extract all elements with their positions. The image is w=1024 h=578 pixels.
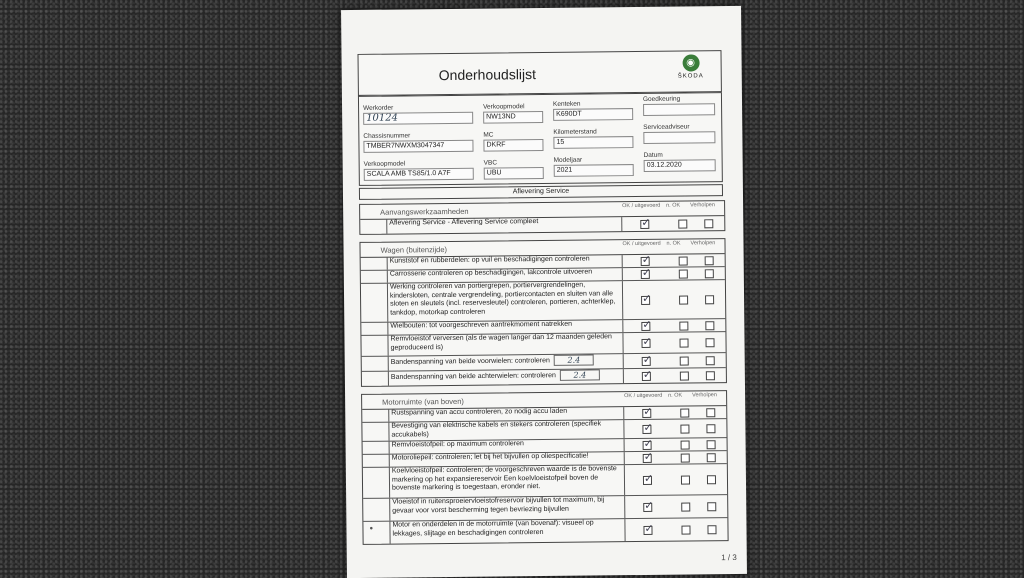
page-number: 1 / 3 [721, 552, 737, 563]
resolved-checkbox[interactable] [705, 269, 714, 278]
checklist-item-text [389, 465, 625, 497]
field-werkorder: Werkorder 10124 [363, 104, 473, 125]
checklist-item-text [387, 281, 623, 321]
skoda-logo [673, 54, 709, 79]
skoda-logo-icon: ◉ [682, 54, 699, 71]
ok-checkbox[interactable] [643, 475, 652, 484]
checklist-item-text [389, 439, 625, 453]
ok-checkbox[interactable] [641, 321, 650, 330]
item-label: Koelvloeistofpeil: controleren; de voorgeschreven waarde is de bovenste markering op het expansiereservoir Een koelvloeistofpeil boven de bovenste markering is toegestaan, eronder niet. [391, 465, 617, 492]
checklist-section [359, 238, 726, 387]
checklist-item-text [387, 255, 623, 269]
resolved-checkbox[interactable] [707, 502, 716, 511]
handwritten-pressure-value: 2.4 [554, 354, 594, 365]
ok-checkbox[interactable] [642, 408, 651, 417]
item-label: Vloeistof in ruitensproeiervloeistofreservoir bijvullen tot maximum, bij gevaar voor vorst bescherming tegen bevriezing bijvullen [392, 496, 605, 515]
item-label: Remvloeistof verversen (als de wagen langer dan 12 maanden geleden geproduceerd is) [390, 333, 612, 352]
field-kenteken: Kenteken K690DT [553, 100, 633, 121]
item-label: Rustspanning van accu controleren, zo nodig accu laden [391, 407, 568, 417]
checklist-item-text [389, 496, 625, 520]
field-chassisnummer: Chassisnummer TMBER7NWXM3047347 [363, 132, 473, 153]
item-label: Motoroliepeil: controleren; let bij het bijvullen op oliespecificatie! [391, 452, 589, 462]
field-verkoopmodel: Verkoopmodel NW13ND [483, 103, 543, 124]
section-title: Wagen (buitenzijde) [380, 245, 448, 255]
document-title: Onderhoudslijst [438, 66, 537, 84]
not-ok-checkbox[interactable] [681, 502, 690, 511]
resolved-checkbox[interactable] [705, 295, 714, 304]
field-mc: MC DKRF [483, 131, 543, 152]
not-ok-checkbox[interactable] [679, 269, 688, 278]
item-label: Bandenspanning van beide voorwielen: controleren [390, 357, 550, 366]
ok-checkbox[interactable] [643, 453, 652, 462]
checklist-row [362, 368, 726, 386]
checklist-section [361, 390, 729, 545]
item-label: Remvloeistofpeil: op maximum controleren [391, 440, 524, 449]
item-label: Aflevering Service - Aflevering Service compleet [389, 218, 539, 227]
item-label: Kunststof en rubberdelen: op vuil en beschadigingen controleren [389, 255, 590, 265]
section-title: Aanvangswerkzaamheden [380, 206, 469, 217]
resolved-checkbox[interactable] [705, 321, 714, 330]
ok-checkbox[interactable] [640, 219, 649, 228]
item-label: Wielbouten: tot voorgeschreven aantrekmoment natrekken [390, 320, 573, 330]
resolved-checkbox[interactable] [707, 440, 716, 449]
checklist-section [359, 200, 725, 235]
resolved-checkbox[interactable] [704, 219, 713, 228]
checklist-item-text [387, 333, 623, 355]
column-header: OK / uitgevoerd [622, 240, 661, 248]
checklist-row [361, 280, 725, 323]
column-header: Verholpen [692, 392, 717, 399]
field-datum: Datum 03.12.2020 [644, 151, 716, 172]
field-vbc: VBC UBU [484, 159, 544, 180]
not-ok-checkbox[interactable] [679, 295, 688, 304]
resolved-checkbox[interactable] [706, 356, 715, 365]
field-modeljaar: Modeljaar 2021 [554, 156, 634, 177]
resolved-checkbox[interactable] [706, 408, 715, 417]
checklist-item-text [388, 407, 624, 421]
ok-checkbox[interactable] [643, 525, 652, 534]
not-ok-checkbox[interactable] [680, 371, 689, 380]
column-header: OK / uitgevoerd [622, 202, 661, 210]
ok-checkbox[interactable] [641, 256, 650, 265]
column-header: n. OK [666, 240, 681, 247]
checklist-row [363, 464, 727, 499]
checklist-item-text [387, 320, 623, 334]
werkorder-value: 10124 [363, 112, 473, 125]
resolved-checkbox[interactable] [705, 338, 714, 347]
ok-checkbox[interactable] [641, 338, 650, 347]
ok-checkbox[interactable] [642, 356, 651, 365]
handwritten-pressure-value: 2.4 [560, 369, 600, 380]
ok-checkbox[interactable] [641, 295, 650, 304]
checklist-item-text [389, 519, 625, 543]
ok-checkbox[interactable] [643, 502, 652, 511]
field-serviceadviseur: Serviceadviseur [643, 123, 715, 144]
checklist-row [363, 518, 727, 544]
resolved-checkbox[interactable] [707, 525, 716, 534]
column-header: Verholpen [690, 240, 716, 247]
resolved-checkbox[interactable] [706, 371, 715, 380]
item-label: Motor en onderdelen in de motorruimte (van bovenaf): visueel op lekkages, slijtage en beschadigingen controleren [392, 519, 594, 538]
not-ok-checkbox[interactable] [680, 408, 689, 417]
row-marker-icon: ● [369, 525, 374, 532]
not-ok-checkbox[interactable] [681, 453, 690, 462]
item-label: Carrosserie controleren op beschadigingen, lakcontrole uitvoeren [389, 268, 593, 278]
logo-text: ŠKODA [677, 73, 704, 80]
checklist-row [360, 216, 724, 234]
column-header: n. OK [668, 392, 683, 399]
vehicle-info-box [358, 92, 723, 186]
not-ok-checkbox[interactable] [681, 475, 690, 484]
field-kilometerstand: Kilometerstand 15 [553, 128, 633, 149]
resolved-checkbox[interactable] [707, 475, 716, 484]
service-banner: Aflevering Service [359, 184, 723, 200]
ok-checkbox[interactable] [642, 371, 651, 380]
not-ok-checkbox[interactable] [679, 338, 688, 347]
column-header: n. OK [666, 202, 681, 209]
checklist-item-text [388, 369, 624, 385]
item-label: Bevestiging van elektrische kabels en stekers controleren (specifiek accukabels) [391, 420, 602, 439]
ok-checkbox[interactable] [643, 440, 652, 449]
resolved-checkbox[interactable] [705, 256, 714, 265]
not-ok-checkbox[interactable] [681, 525, 690, 534]
item-label: Werking controleren van portiergrepen, portiervergrendelingen, kindersloten, centrale vergrendeling, portiercontacten en sluiten van alle sloten en sleutels (incl. reservesleutel) controleren, portieren, achterklep, tankdop, motorkap controleren [389, 281, 616, 317]
not-ok-checkbox[interactable] [679, 321, 688, 330]
title-box [357, 50, 721, 96]
document-sheet [341, 6, 747, 578]
not-ok-checkbox[interactable] [680, 356, 689, 365]
field-verkoopmodel-2: Verkoopmodel SCALA AMB TS85/1.0 A7F [364, 160, 474, 181]
not-ok-checkbox[interactable] [680, 424, 689, 433]
checklist-item-text [387, 268, 623, 282]
item-label: Bandenspanning van beide achterwielen: controleren [390, 372, 556, 381]
column-header: OK / uitgevoerd [624, 392, 663, 400]
ok-checkbox[interactable] [642, 424, 651, 433]
checklist-item-text [388, 354, 624, 370]
ok-checkbox[interactable] [641, 269, 650, 278]
not-ok-checkbox[interactable] [679, 256, 688, 265]
field-goedkeuring: Goedkeuring [643, 95, 715, 116]
column-header: Verholpen [690, 202, 715, 209]
not-ok-checkbox[interactable] [678, 219, 687, 228]
resolved-checkbox[interactable] [707, 453, 716, 462]
resolved-checkbox[interactable] [706, 424, 715, 433]
not-ok-checkbox[interactable] [681, 440, 690, 449]
checklist-item-text [386, 217, 622, 233]
checklist-item-text [388, 420, 624, 440]
checklist-item-text [389, 452, 625, 466]
section-title: Motorruimte (van boven) [382, 396, 464, 407]
